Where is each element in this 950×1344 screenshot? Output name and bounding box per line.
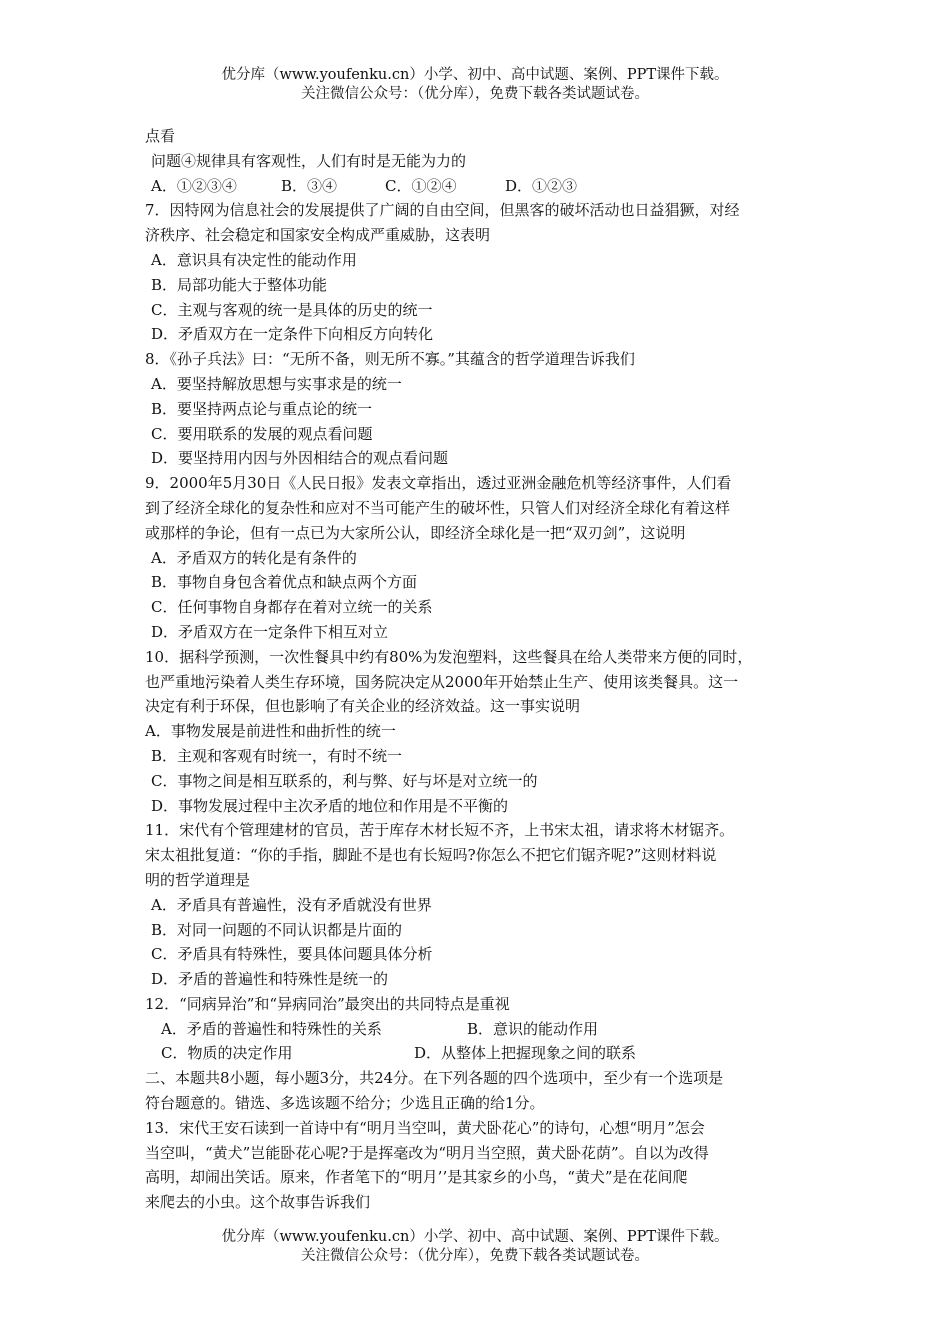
- option-c: C．要用联系的发展的观点看问题: [151, 424, 373, 443]
- option-a: A．矛盾双方的转化是有条件的: [151, 548, 357, 567]
- option-d: D．从整体上把握现象之间的联系: [414, 1044, 637, 1063]
- text-line: 点看: [145, 127, 176, 145]
- option-a: A．意识具有决定性的能动作用: [151, 250, 357, 269]
- text-line: 当空叫，“黄犬”岂能卧花心呢?于是挥毫改为“明月当空照，黄犬卧花荫”。自以为改得: [145, 1143, 709, 1162]
- option-d: D．矛盾双方在一定条件下相互对立: [151, 622, 389, 641]
- option-b: B．对同一问题的不同认识都是片面的: [151, 920, 403, 939]
- option-c: C．事物之间是相互联系的，利与弊、好与坏是对立统一的: [151, 771, 538, 790]
- q12-options-row-2: [145, 1041, 820, 1066]
- option-a: A．①②③④: [151, 176, 237, 195]
- option-a: A．矛盾具有普遍性，没有矛盾就没有世界: [151, 895, 432, 914]
- text-line: 济秩序、社会稳定和国家安全构成严重威胁，这表明: [145, 226, 491, 245]
- option-d: D．要坚持用内因与外因相结合的观点看问题: [151, 449, 449, 468]
- document-body: [145, 124, 820, 1215]
- question-13: 13．宋代王安石读到一首诗中有“明月当空叫，黄犬卧花心”的诗句，心想“明月”怎会: [145, 1118, 705, 1137]
- header-line-1: 优分库（www.youfenku.cn）小学、初中、高中试题、案例、PPT课件下载。: [221, 67, 729, 83]
- text-line: 到了经济全球化的复杂性和应对不当可能产生的破坏性，只管人们对经济全球化有着这样: [145, 498, 731, 517]
- text-line: 高明，却闹出笑话。原来，作者笔下的“明月’’是其家乡的小鸟，“黄犬”是在花间爬: [145, 1168, 688, 1187]
- text-line: 决定有利于环保，但也影响了有关企业的经济效益。这一事实说明: [145, 697, 581, 716]
- question-10: 10．据科学预测，一次性餐具中约有80%为发泡塑料，这些餐具在给人类带来方便的同时，: [145, 647, 753, 666]
- footer-line-1: 优分库（www.youfenku.cn）小学、初中、高中试题、案例、PPT课件下载。: [221, 1229, 729, 1245]
- option-a: A．事物发展是前进性和曲折性的统一: [145, 722, 396, 741]
- q6-options: [145, 174, 820, 199]
- text-line: 明的哲学道理是: [145, 870, 251, 889]
- option-d: D．矛盾双方在一定条件下向相反方向转化: [151, 325, 434, 344]
- question-12: 12．“同病异治”和“异病同治”最突出的共同特点是重视: [145, 994, 510, 1013]
- q12-options-row-1: [145, 1017, 820, 1042]
- option-b: B．局部功能大于整体功能: [151, 275, 328, 294]
- question-9: 9．2000年5月30日《人民日报》发表文章指出，透过亚洲金融危机等经济事件，人们看: [145, 474, 732, 493]
- option-b: B．意识的能动作用: [467, 1019, 599, 1038]
- question-11: 11．宋代有个管理建材的官员，苦于库存木材长短不齐，上书宋太祖，请求将木材锯齐。: [145, 821, 735, 840]
- option-c: C．①②④: [385, 176, 457, 195]
- option-b: B．事物自身包含着优点和缺点两个方面: [151, 573, 418, 592]
- footer-line-2: 关注微信公众号：（优分库），免费下载各类试题试卷。: [301, 1248, 649, 1264]
- option-b: B．主观和客观有时统一，有时不统一: [151, 746, 403, 765]
- option-b: B．③④: [281, 176, 338, 195]
- page-footer: [0, 1228, 950, 1266]
- text-line: 也严重地污染着人类生存环境，国务院决定从2000年开始禁止生产、使用该类餐具。这一: [145, 672, 739, 691]
- option-d: D．事物发展过程中主次矛盾的地位和作用是不平衡的: [151, 796, 509, 815]
- option-a: A．矛盾的普遍性和特殊性的关系: [161, 1019, 382, 1038]
- option-c: C．矛盾具有特殊性，要具体问题具体分析: [151, 945, 433, 964]
- option-c: C．主观与客观的统一是具体的历史的统一: [151, 300, 433, 319]
- page-header: [0, 66, 950, 104]
- option-d: D．①②③: [505, 176, 578, 195]
- text-line: 问题④规律具有客观性，人们有时是无能为力的: [151, 151, 467, 170]
- option-a: A．要坚持解放思想与实事求是的统一: [151, 374, 402, 393]
- section-2-heading: 二、本题共8小题，每小题3分，共24分。在下列各题的四个选项中，至少有一个选项是: [145, 1069, 724, 1088]
- question-7: 7．因特网为信息社会的发展提供了广阔的自由空间，但黑客的破坏活动也日益猖獗，对经: [145, 201, 740, 220]
- option-d: D．矛盾的普遍性和特殊性是统一的: [151, 970, 389, 989]
- text-line: 符台题意的。错选、多选该题不给分；少选且正确的给1分。: [145, 1094, 545, 1113]
- text-line: 宋太祖批复道：“你的手指，脚趾不是也有长短吗?你怎么不把它们锯齐呢?”这则材料说: [145, 846, 717, 865]
- option-b: B．要坚持两点论与重点论的统一: [151, 399, 373, 418]
- text-line: 来爬去的小虫。这个故事告诉我们: [145, 1193, 371, 1212]
- text-line: 或那样的争论，但有一点已为大家所公认，即经济全球化是一把“双刃剑”，这说明: [145, 523, 686, 542]
- question-8: 8．《孙子兵法》曰：“无所不备，则无所不寡。”其蕴含的哲学道理告诉我们: [145, 350, 635, 369]
- header-line-2: 关注微信公众号：（优分库），免费下载各类试题试卷。: [301, 86, 649, 102]
- option-c: C．任何事物自身都存在着对立统一的关系: [151, 598, 433, 617]
- option-c: C．物质的决定作用: [161, 1044, 293, 1063]
